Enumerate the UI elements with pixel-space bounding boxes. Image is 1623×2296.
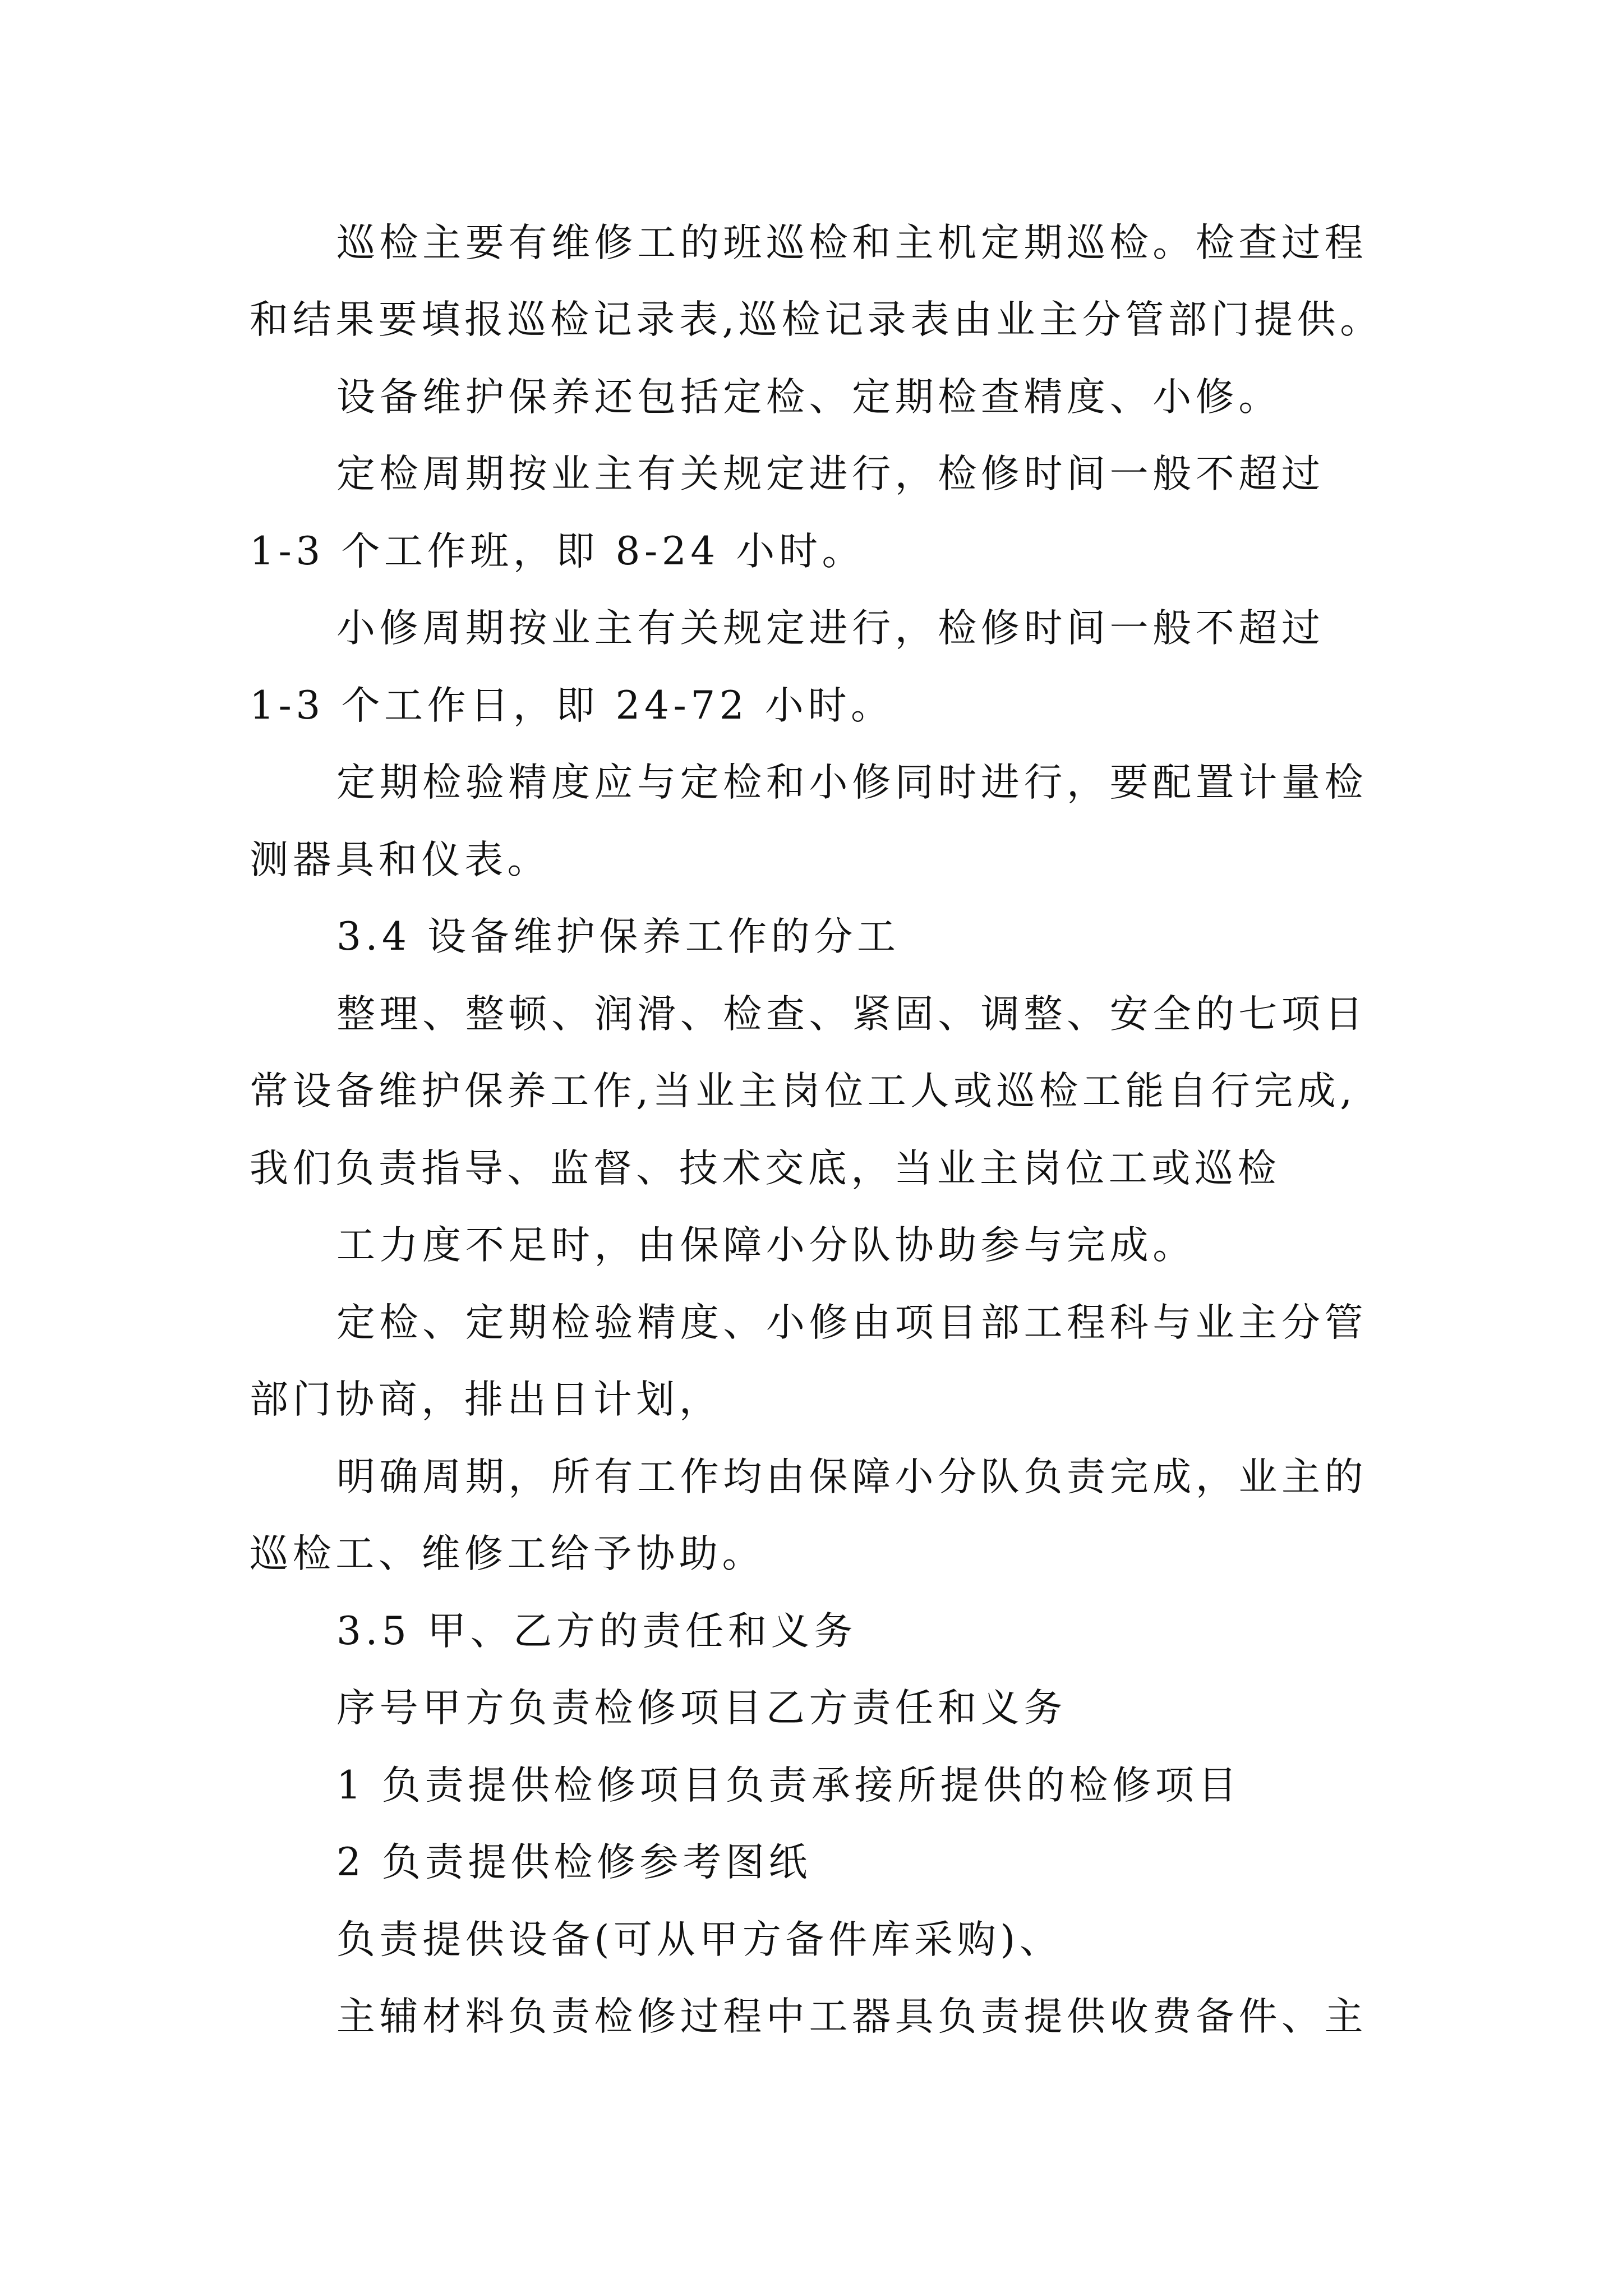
section-heading: 3.4 设备维护保养工作的分工	[336, 914, 900, 959]
table-row-line: 1 负责提供检修项目负责承接所提供的检修项目	[336, 1763, 1241, 1808]
paragraph-line: 巡检主要有维修工的班巡检和主机定期巡检。检查过程	[336, 220, 1368, 265]
table-header-line: 序号甲方负责检修项目乙方责任和义务	[336, 1686, 1067, 1731]
paragraph-line: 设备维护保养还包括定检、定期检查精度、小修。	[336, 375, 1281, 420]
paragraph-line: 巡检工、维修工给予协助。	[250, 1531, 766, 1576]
table-row-line: 主辅材料负责检修过程中工器具负责提供收费备件、主	[336, 1994, 1368, 2039]
table-row-line: 负责提供设备(可从甲方备件库采购)、	[336, 1917, 1063, 1962]
paragraph-line: 部门协商，排出日计划，	[250, 1377, 722, 1422]
paragraph-line: 定期检验精度应与定检和小修同时进行，要配置计量检	[336, 760, 1368, 805]
paragraph-line: 明确周期，所有工作均由保障小分队负责完成，业主的	[336, 1455, 1368, 1499]
paragraph-line: 常设备维护保养工作,当业主岗位工人或巡检工能自行完成,	[250, 1069, 1357, 1114]
paragraph-line: 1-3 个工作日，即 24-72 小时。	[250, 683, 894, 728]
table-row-line: 2 负责提供检修参考图纸	[336, 1840, 811, 1885]
paragraph-line: 定检周期按业主有关规定进行，检修时间一般不超过	[336, 452, 1325, 496]
paragraph-line: 工力度不足时，由保障小分队协助参与完成。	[336, 1223, 1196, 1268]
paragraph-line: 整理、整顿、润滑、检查、紧固、调整、安全的七项日	[336, 992, 1368, 1037]
section-heading: 3.5 甲、乙方的责任和义务	[336, 1609, 857, 1654]
paragraph-line: 1-3 个工作班，即 8-24 小时。	[250, 529, 865, 574]
paragraph-line: 定检、定期检验精度、小修由项目部工程科与业主分管	[336, 1300, 1368, 1345]
paragraph-line: 小修周期按业主有关规定进行，检修时间一般不超过	[336, 606, 1325, 651]
paragraph-line: 和结果要填报巡检记录表,巡检记录表由业主分管部门提供。	[250, 297, 1383, 342]
paragraph-line: 我们负责指导、监督、技术交底，当业主岗位工或巡检	[250, 1146, 1281, 1191]
paragraph-line: 测器具和仪表。	[250, 838, 551, 882]
